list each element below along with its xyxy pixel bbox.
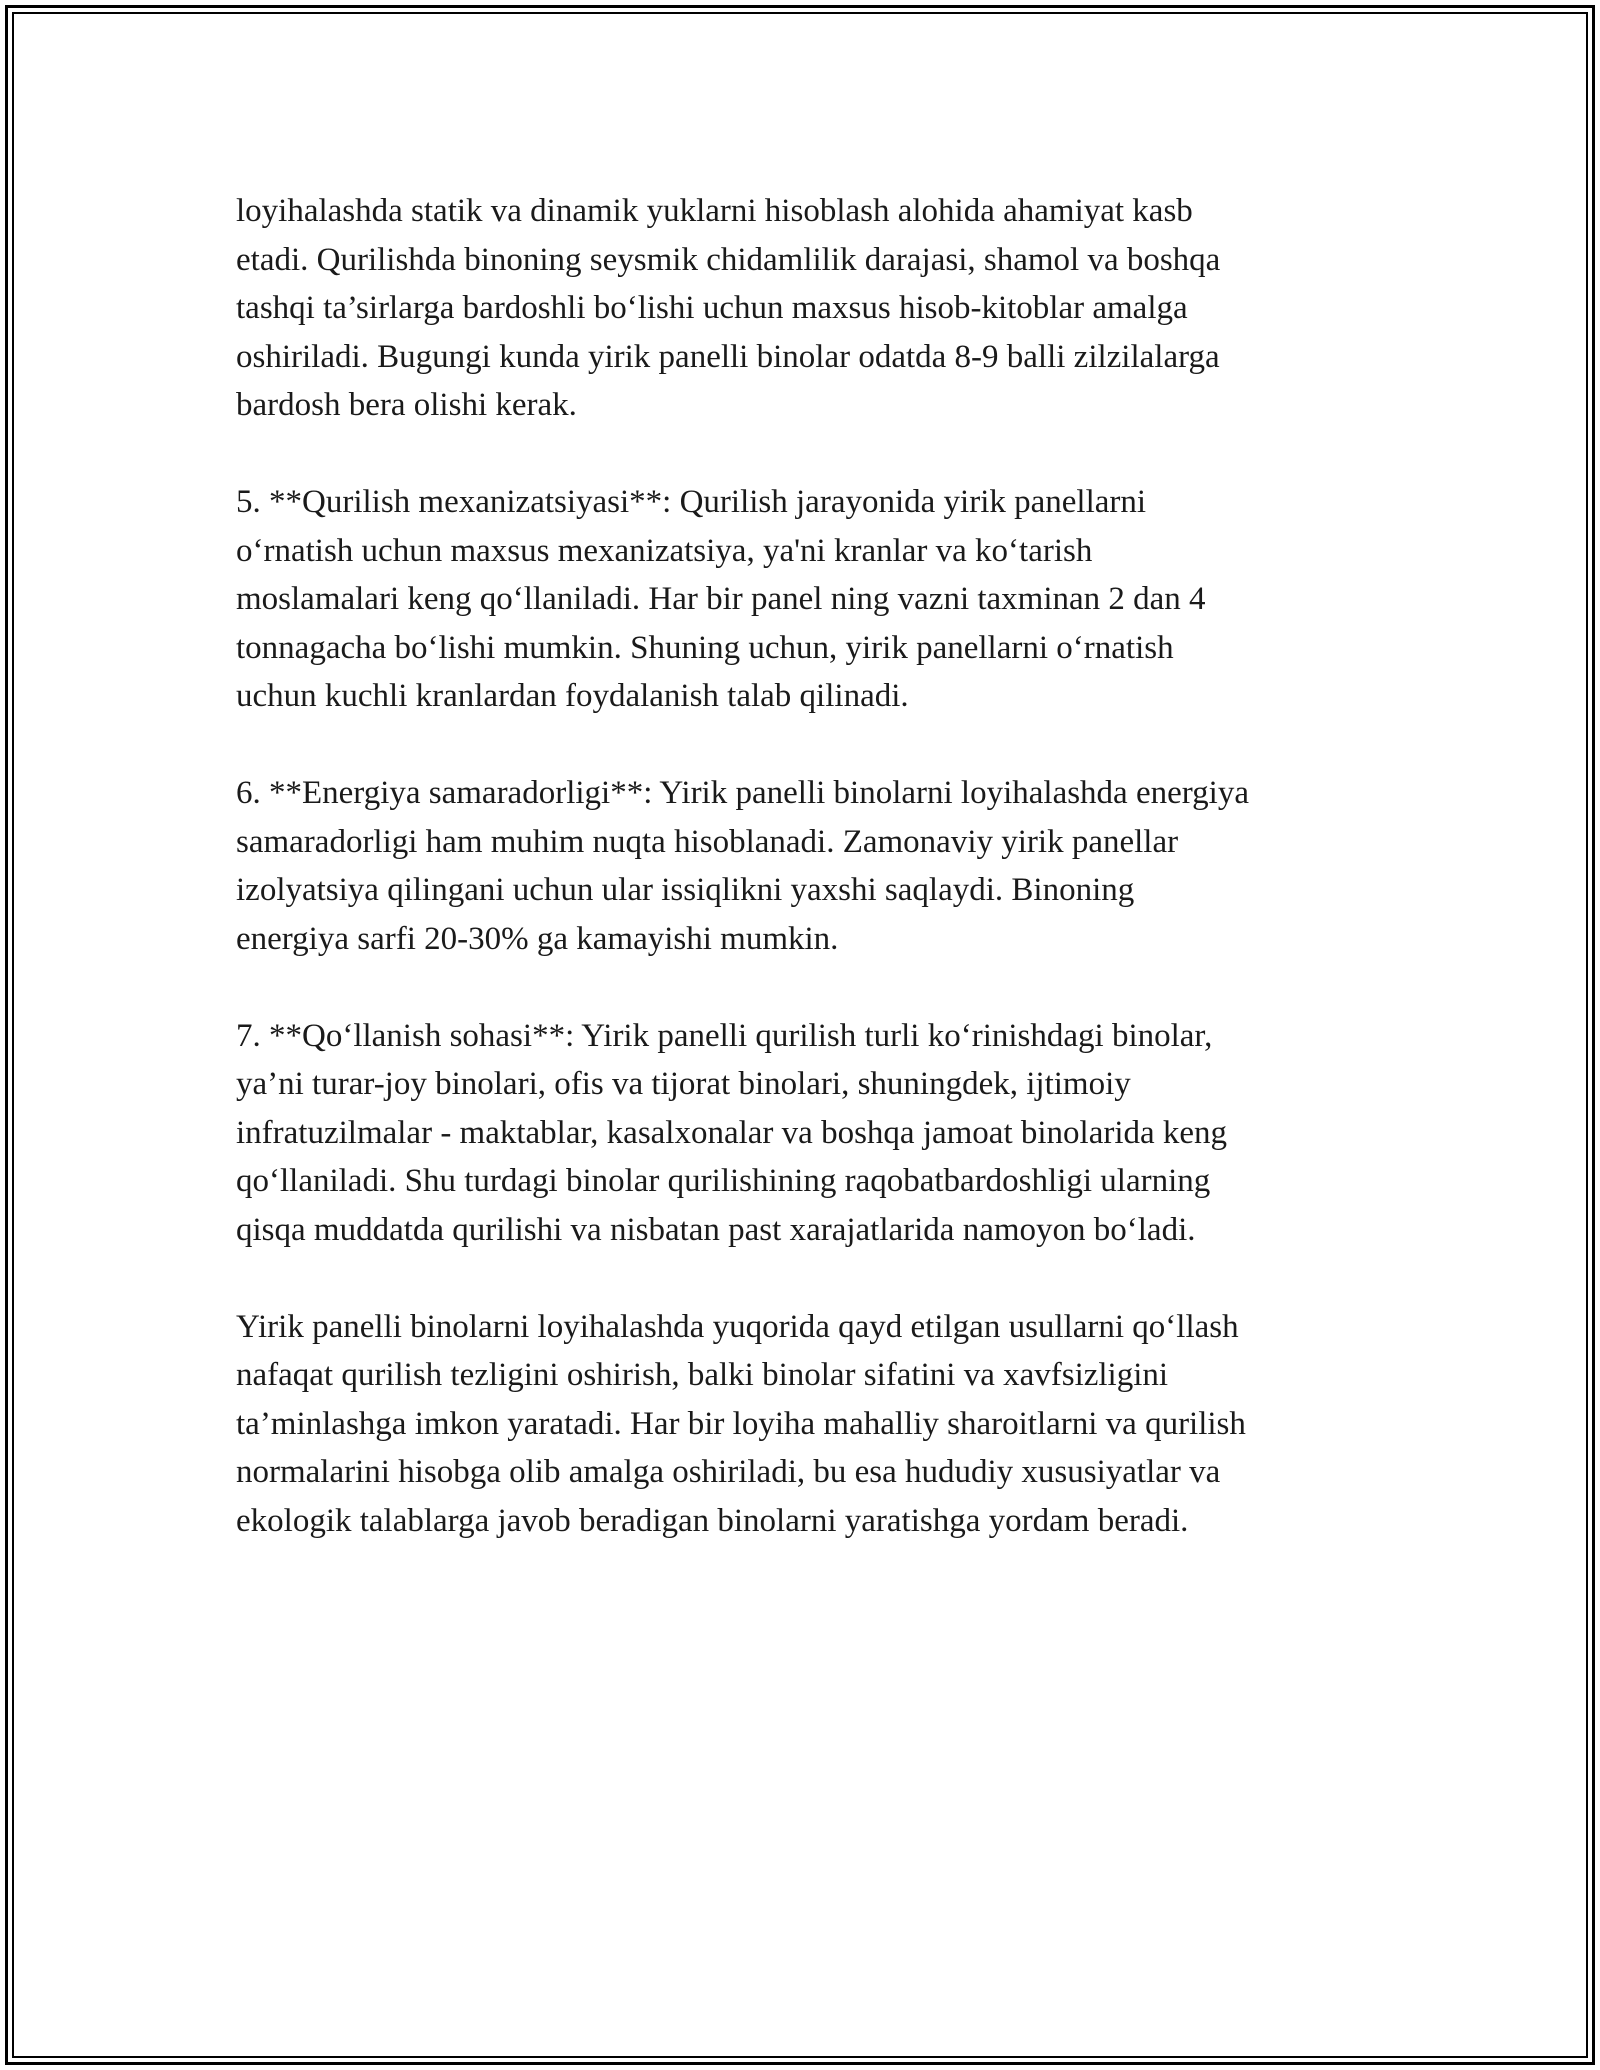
paragraph-application-area: 7. **Qo‘llanish sohasi**: Yirik panelli qurilish turli ko‘rinishdagi binolar, ya’ni turar-joy binolari, ofis va tijorat binolari, shuningdek, ijtimoiy infratuzilmalar - maktablar, kasalxonalar va boshqa jamoat binolarida keng qo‘llaniladi. Shu turdagi binolar qurilishining raqobatbardoshligi ularning qisqa muddatda qurilishi va nisbatan past xarajatlarida namoyon bo‘ladi. (236, 1017, 1228, 1248)
paragraph-seismic-loads: loyihalashda statik va dinamik yuklarni hisoblash alohida ahamiyat kasb etadi. Qurilishda binoning seysmik chidamlilik darajasi, shamol va boshqa tashqi ta’sirlarga bardoshli bo‘lishi uchun maxsus hisob-kitoblar amalga oshiriladi. Bugungi kunda yirik panelli binolar odatda 8-9 balli zilzilalarga bardosh bera olishi kerak. (236, 193, 1221, 423)
paragraph-energy-efficiency: 6. **Energiya samaradorligi**: Yirik panelli binolarni loyihalashda energiya samaradorligi ham muhim nuqta hisoblanadi. Zamonaviy yirik panellar izolyatsiya qilingani uchun ular issiqlikni yaxshi saqlaydi. Binoning energiya sarfi 20-30% ga kamayishi mumkin. (236, 775, 1249, 957)
paragraph-conclusion: Yirik panelli binolarni loyihalashda yuqorida qayd etilgan usullarni qo‘llash nafaqat qurilish tezligini oshirish, balki binolar sifatini va xavfsizligini ta’minlashga imkon yaratadi. Har bir loyiha mahalliy sharoitlarni va qurilish normalarini hisobga olib amalga oshiriladi, bu esa hududiy xususiyatlar va ekologik talablarga javob beradigan binolarni yaratishga yordam beradi. (236, 1308, 1246, 1539)
paragraph-mechanization: 5. **Qurilish mexanizatsiyasi**: Qurilish jarayonida yirik panellarni o‘rnatish uchun maxsus mexanizatsiya, ya'ni kranlar va ko‘tarish moslamalari keng qo‘llaniladi. Har bir panel ning vazni taxminan 2 dan 4 tonnagacha bo‘lishi mumkin. Shuning uchun, yirik panellarni o‘rnatish uchun kuchli kranlardan foydalanish talab qilinadi. (236, 484, 1206, 714)
document-body (236, 187, 1386, 1545)
